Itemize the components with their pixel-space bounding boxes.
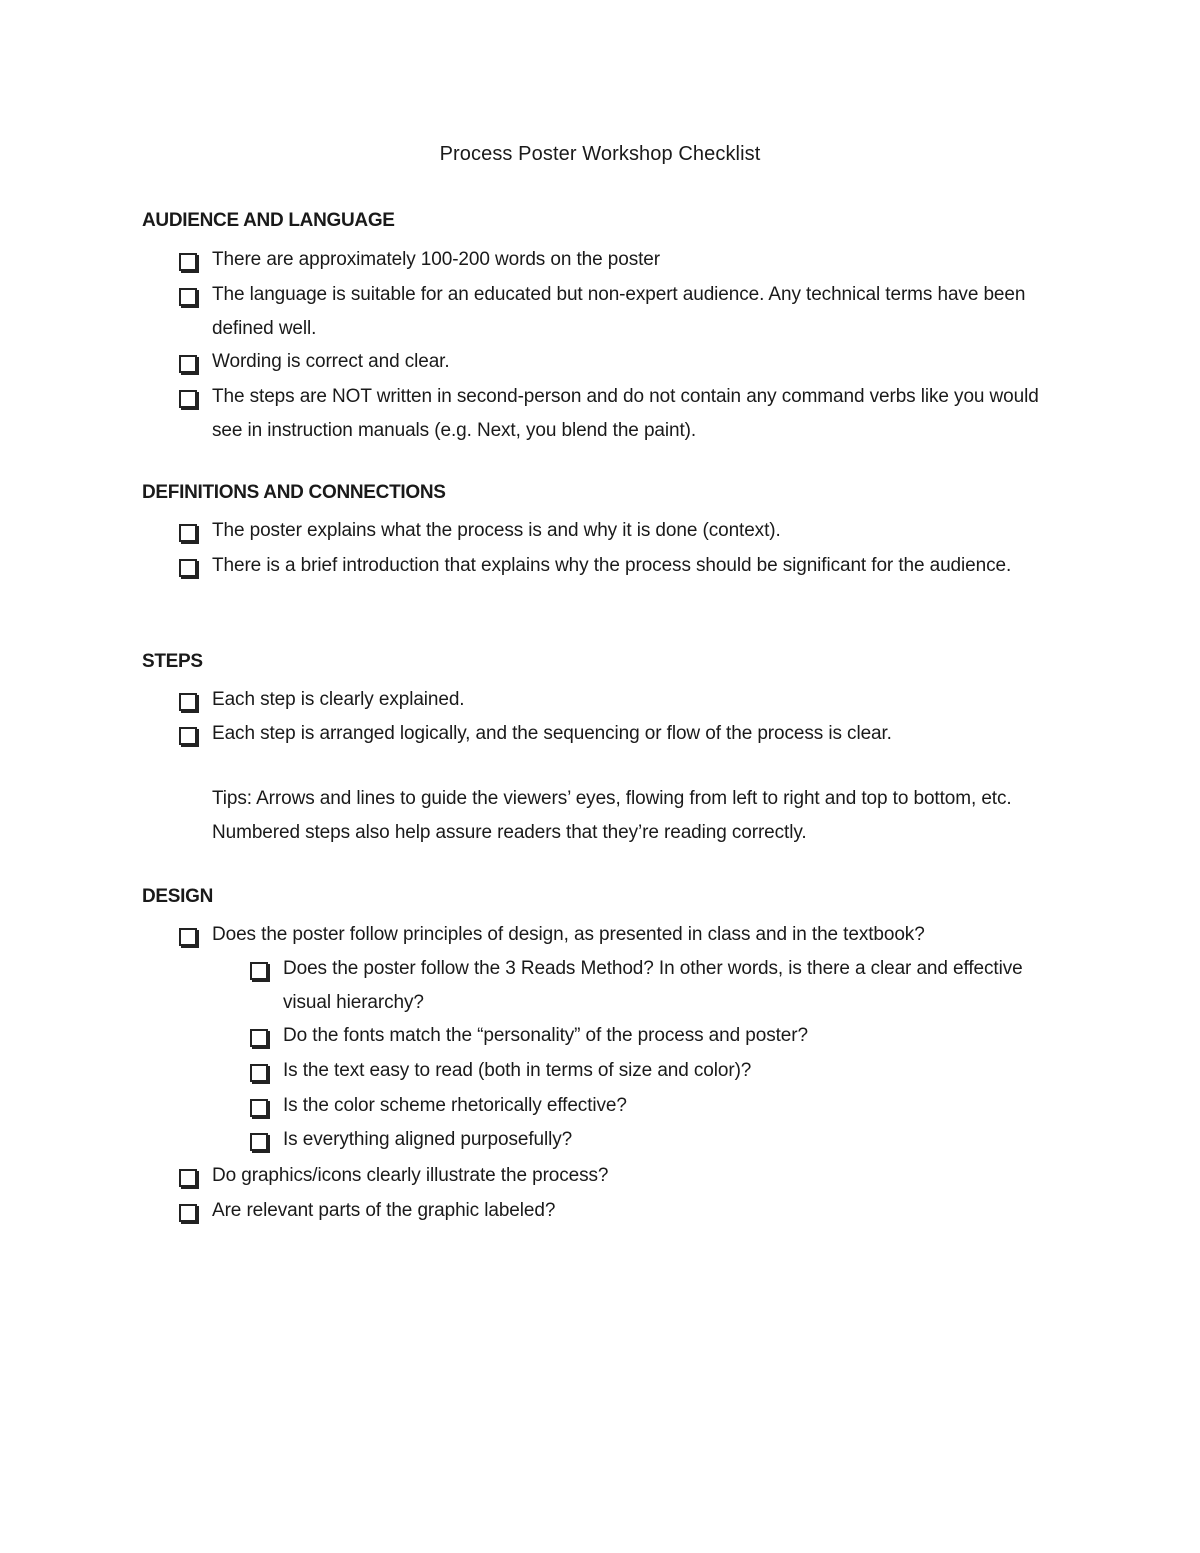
checklist-item <box>179 924 1059 952</box>
checkbox-icon[interactable] <box>179 355 197 373</box>
checkbox-icon[interactable] <box>250 962 268 980</box>
checklist-item <box>179 351 1059 379</box>
tips-paragraph: Tips: Arrows and lines to guide the viewers’ eyes, flowing from left to right and top to bottom, etc. Numbered steps also help assure readers that they’re reading correctly. <box>212 788 1012 843</box>
checkbox-icon[interactable] <box>250 1064 268 1082</box>
checkbox-icon[interactable] <box>250 1099 268 1117</box>
section-heading-steps: STEPS <box>142 651 203 672</box>
checklist-item-text: Each step is arranged logically, and the sequencing or flow of the process is clear. <box>212 723 892 744</box>
page-title: Process Poster Workshop Checklist <box>439 143 761 165</box>
checklist-item-text: There is a brief introduction that explains why the process should be significant for the audience. <box>212 555 1012 576</box>
checklist-item-text: Wording is correct and clear. <box>212 351 450 372</box>
checklist-item <box>179 520 1059 548</box>
section-heading-definitions-connections: DEFINITIONS AND CONNECTIONS <box>142 482 446 503</box>
checklist-item-text: There are approximately 100-200 words on the poster <box>212 249 660 270</box>
checklist-item <box>179 1165 1059 1193</box>
checklist-item-text: Do the fonts match the “personality” of the process and poster? <box>283 1025 808 1046</box>
checklist-item <box>179 386 1059 448</box>
checkbox-icon[interactable] <box>179 727 197 745</box>
checklist-item-text: Is the color scheme rhetorically effective? <box>283 1095 627 1116</box>
section-heading-audience-language: AUDIENCE AND LANGUAGE <box>142 210 395 231</box>
checklist-item-text: Does the poster follow the 3 Reads Method? In other words, is there a clear and effective visual hierarchy? <box>283 958 1023 1013</box>
checkbox-icon[interactable] <box>179 288 197 306</box>
checklist-item-text: The language is suitable for an educated but non-expert audience. Any technical terms have been defined well. <box>212 284 1026 339</box>
checkbox-icon[interactable] <box>179 693 197 711</box>
checkbox-icon[interactable] <box>179 253 197 271</box>
checklist-item-text: Each step is clearly explained. <box>212 689 465 710</box>
checklist-subitem <box>250 1129 1060 1157</box>
checklist-subitem <box>250 958 1060 1020</box>
checklist-item-text: Does the poster follow principles of design, as presented in class and in the textbook? <box>212 924 925 945</box>
section-heading-design: DESIGN <box>142 886 214 907</box>
checklist-item-text: Is everything aligned purposefully? <box>283 1129 573 1150</box>
checklist-item <box>179 723 1059 751</box>
checklist-item-text: Is the text easy to read (both in terms of size and color)? <box>283 1060 752 1081</box>
checklist-item-text: Do graphics/icons clearly illustrate the process? <box>212 1165 609 1186</box>
checklist-item <box>179 689 1059 717</box>
checklist-subitem <box>250 1060 1060 1088</box>
checkbox-icon[interactable] <box>179 1169 197 1187</box>
checklist-item-text: Are relevant parts of the graphic labeled? <box>212 1200 556 1221</box>
checklist-subitem <box>250 1095 1060 1123</box>
checklist-item-text: The poster explains what the process is and why it is done (context). <box>212 520 781 541</box>
checklist-item <box>179 284 1059 346</box>
checkbox-icon[interactable] <box>179 928 197 946</box>
checklist-item <box>179 1200 1059 1228</box>
checkbox-icon[interactable] <box>179 524 197 542</box>
checkbox-icon[interactable] <box>250 1029 268 1047</box>
checkbox-icon[interactable] <box>179 1204 197 1222</box>
checklist-item-text: The steps are NOT written in second-person and do not contain any command verbs like you would see in instruction manuals (e.g. Next, you blend the paint). <box>212 386 1039 441</box>
checklist-item <box>179 555 1059 583</box>
checklist-item <box>179 249 1059 277</box>
checkbox-icon[interactable] <box>179 559 197 577</box>
checkbox-icon[interactable] <box>179 390 197 408</box>
checkbox-icon[interactable] <box>250 1133 268 1151</box>
checklist-subitem <box>250 1025 1060 1053</box>
